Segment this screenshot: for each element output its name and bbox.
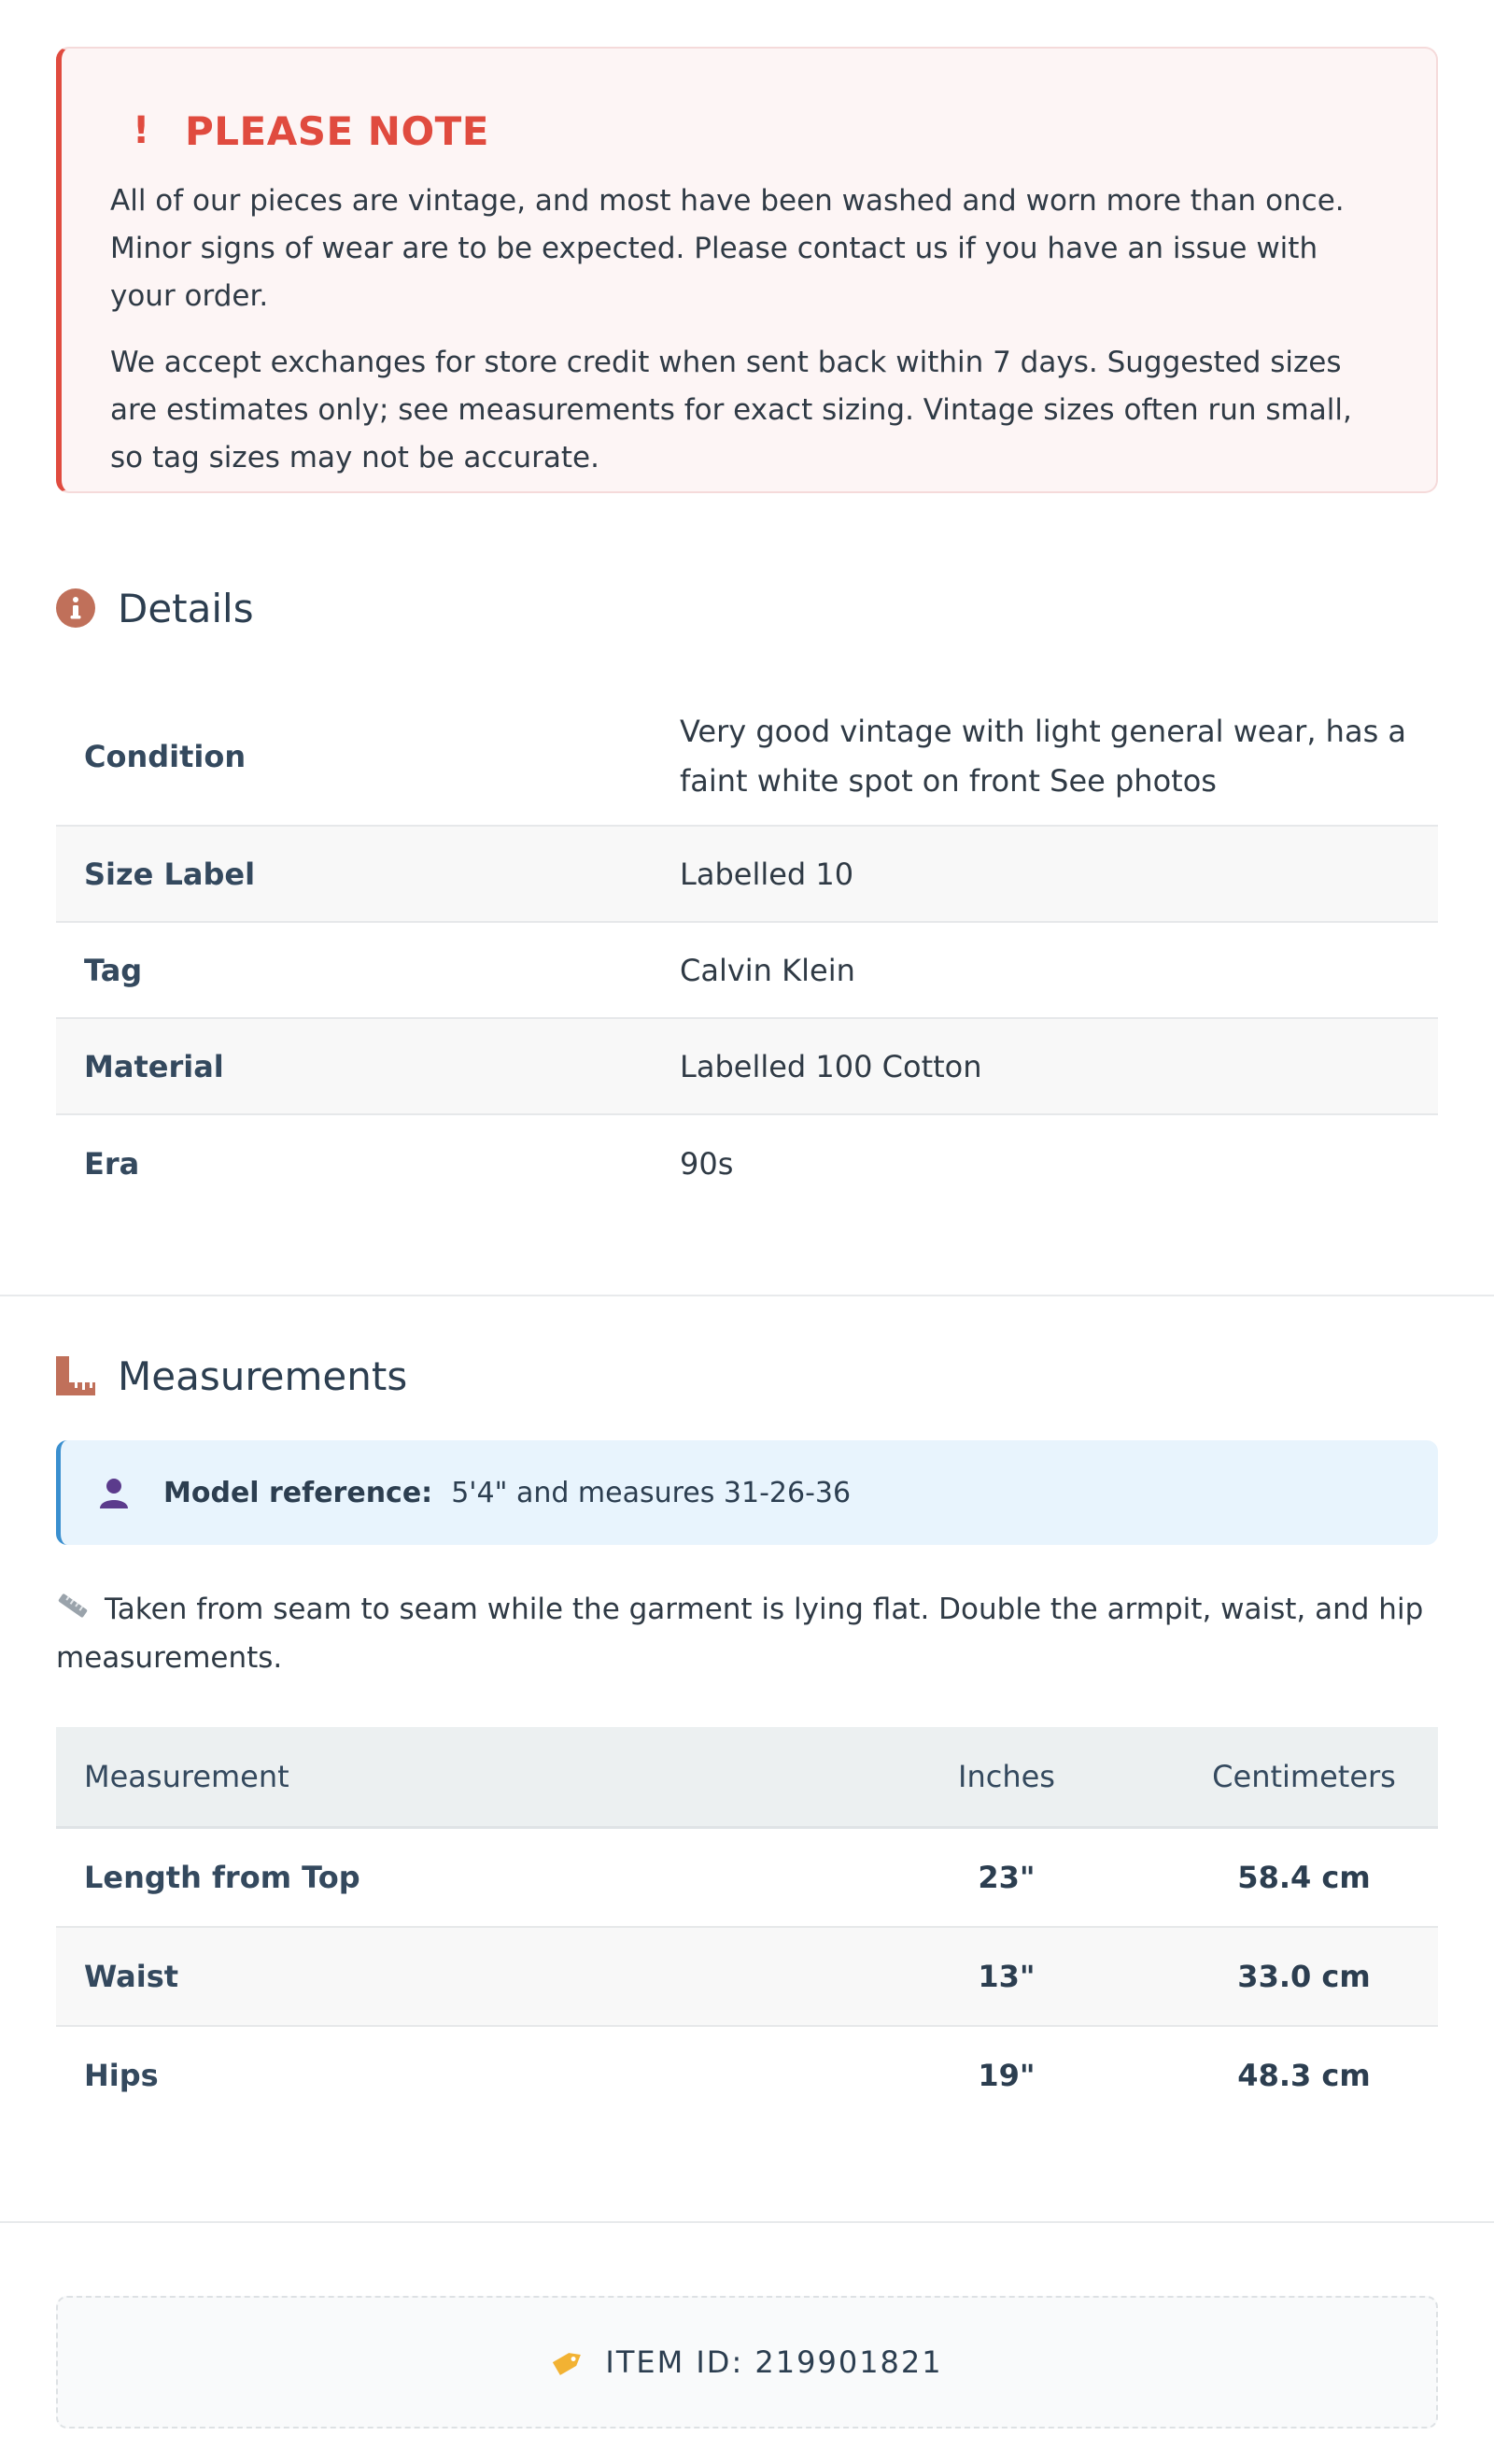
table-row [56, 1828, 1438, 1928]
detail-value: Labelled 100 Cotton [679, 1018, 1438, 1114]
measurement-cm: 58.4 cm [1170, 1828, 1438, 1928]
section-divider [0, 1295, 1494, 1296]
measurement-name: Length from Top [56, 1828, 843, 1928]
detail-value: 90s [680, 1146, 734, 1182]
table-header-row [56, 1727, 1438, 1828]
please-note-box [56, 47, 1438, 493]
table-row [56, 2026, 1438, 2124]
measurement-inches: 19" [978, 2058, 1036, 2093]
measurements-table [56, 1727, 1438, 2124]
table-row [56, 826, 1438, 922]
item-id-label: ITEM ID: 219901821 [605, 2344, 943, 2380]
details-title: Details [118, 585, 254, 631]
measurement-name: Hips [84, 2058, 159, 2093]
table-row [56, 1018, 1438, 1114]
detail-value: Calvin Klein [679, 922, 1438, 1018]
model-reference-label: Model reference: [163, 1476, 433, 1509]
measurement-cm: 33.0 cm [1170, 1927, 1438, 2026]
notice-title: PLEASE NOTE [185, 107, 489, 154]
column-header: Centimeters [1170, 1727, 1438, 1828]
measurement-cm: 48.3 cm [1237, 2058, 1371, 2093]
tag-icon [551, 2347, 585, 2377]
measurement-name: Waist [56, 1927, 843, 2026]
person-icon [98, 1477, 163, 1508]
notice-paragraph: We accept exchanges for store credit when sent back within 7 days. Suggested sizes are estimates only; see measurements for exact sizing. Vintage sizes often run small, so tag sizes may not be accurate. [110, 346, 1352, 474]
measurements-header [56, 1343, 1438, 1409]
measurement-inches: 23" [843, 1828, 1170, 1928]
exclamation-icon: ! [133, 109, 150, 152]
measurement-note-text: Taken from seam to seam while the garment is lying flat. Double the armpit, waist, and hip measurements. [56, 1593, 1424, 1675]
detail-label: Era [84, 1146, 140, 1182]
table-row [56, 1927, 1438, 2026]
detail-label: Tag [56, 922, 679, 1018]
model-reference-value: 5'4" and measures 31-26-36 [451, 1476, 852, 1509]
ruler-icon [56, 1356, 118, 1395]
section-divider [0, 2221, 1494, 2223]
notice-paragraph: All of our pieces are vintage, and most have been washed and worn more than once. Minor signs of wear are to be expected. Please contact us if you have an issue with your order. [110, 184, 1345, 313]
measurement-inches: 13" [843, 1927, 1170, 2026]
column-header: Measurement [56, 1727, 843, 1828]
detail-label: Condition [56, 687, 679, 826]
notice-header [110, 103, 1388, 159]
info-icon [56, 588, 118, 628]
detail-label: Size Label [56, 826, 679, 922]
table-row [56, 922, 1438, 1018]
measurements-title: Measurements [118, 1352, 408, 1399]
detail-label: Material [56, 1018, 679, 1114]
column-header: Inches [843, 1727, 1170, 1828]
ruler-pencil-icon [56, 1587, 105, 1635]
table-row [56, 687, 1438, 826]
measurement-note [56, 1586, 1438, 1682]
details-header [56, 575, 1438, 641]
table-row [56, 1114, 1438, 1212]
detail-value: Very good vintage with light general wear, has a faint white spot on front See photos [679, 687, 1438, 826]
details-table [56, 687, 1438, 1212]
detail-value: Labelled 10 [679, 826, 1438, 922]
item-id-box [56, 2296, 1438, 2429]
model-reference-box [56, 1440, 1438, 1545]
